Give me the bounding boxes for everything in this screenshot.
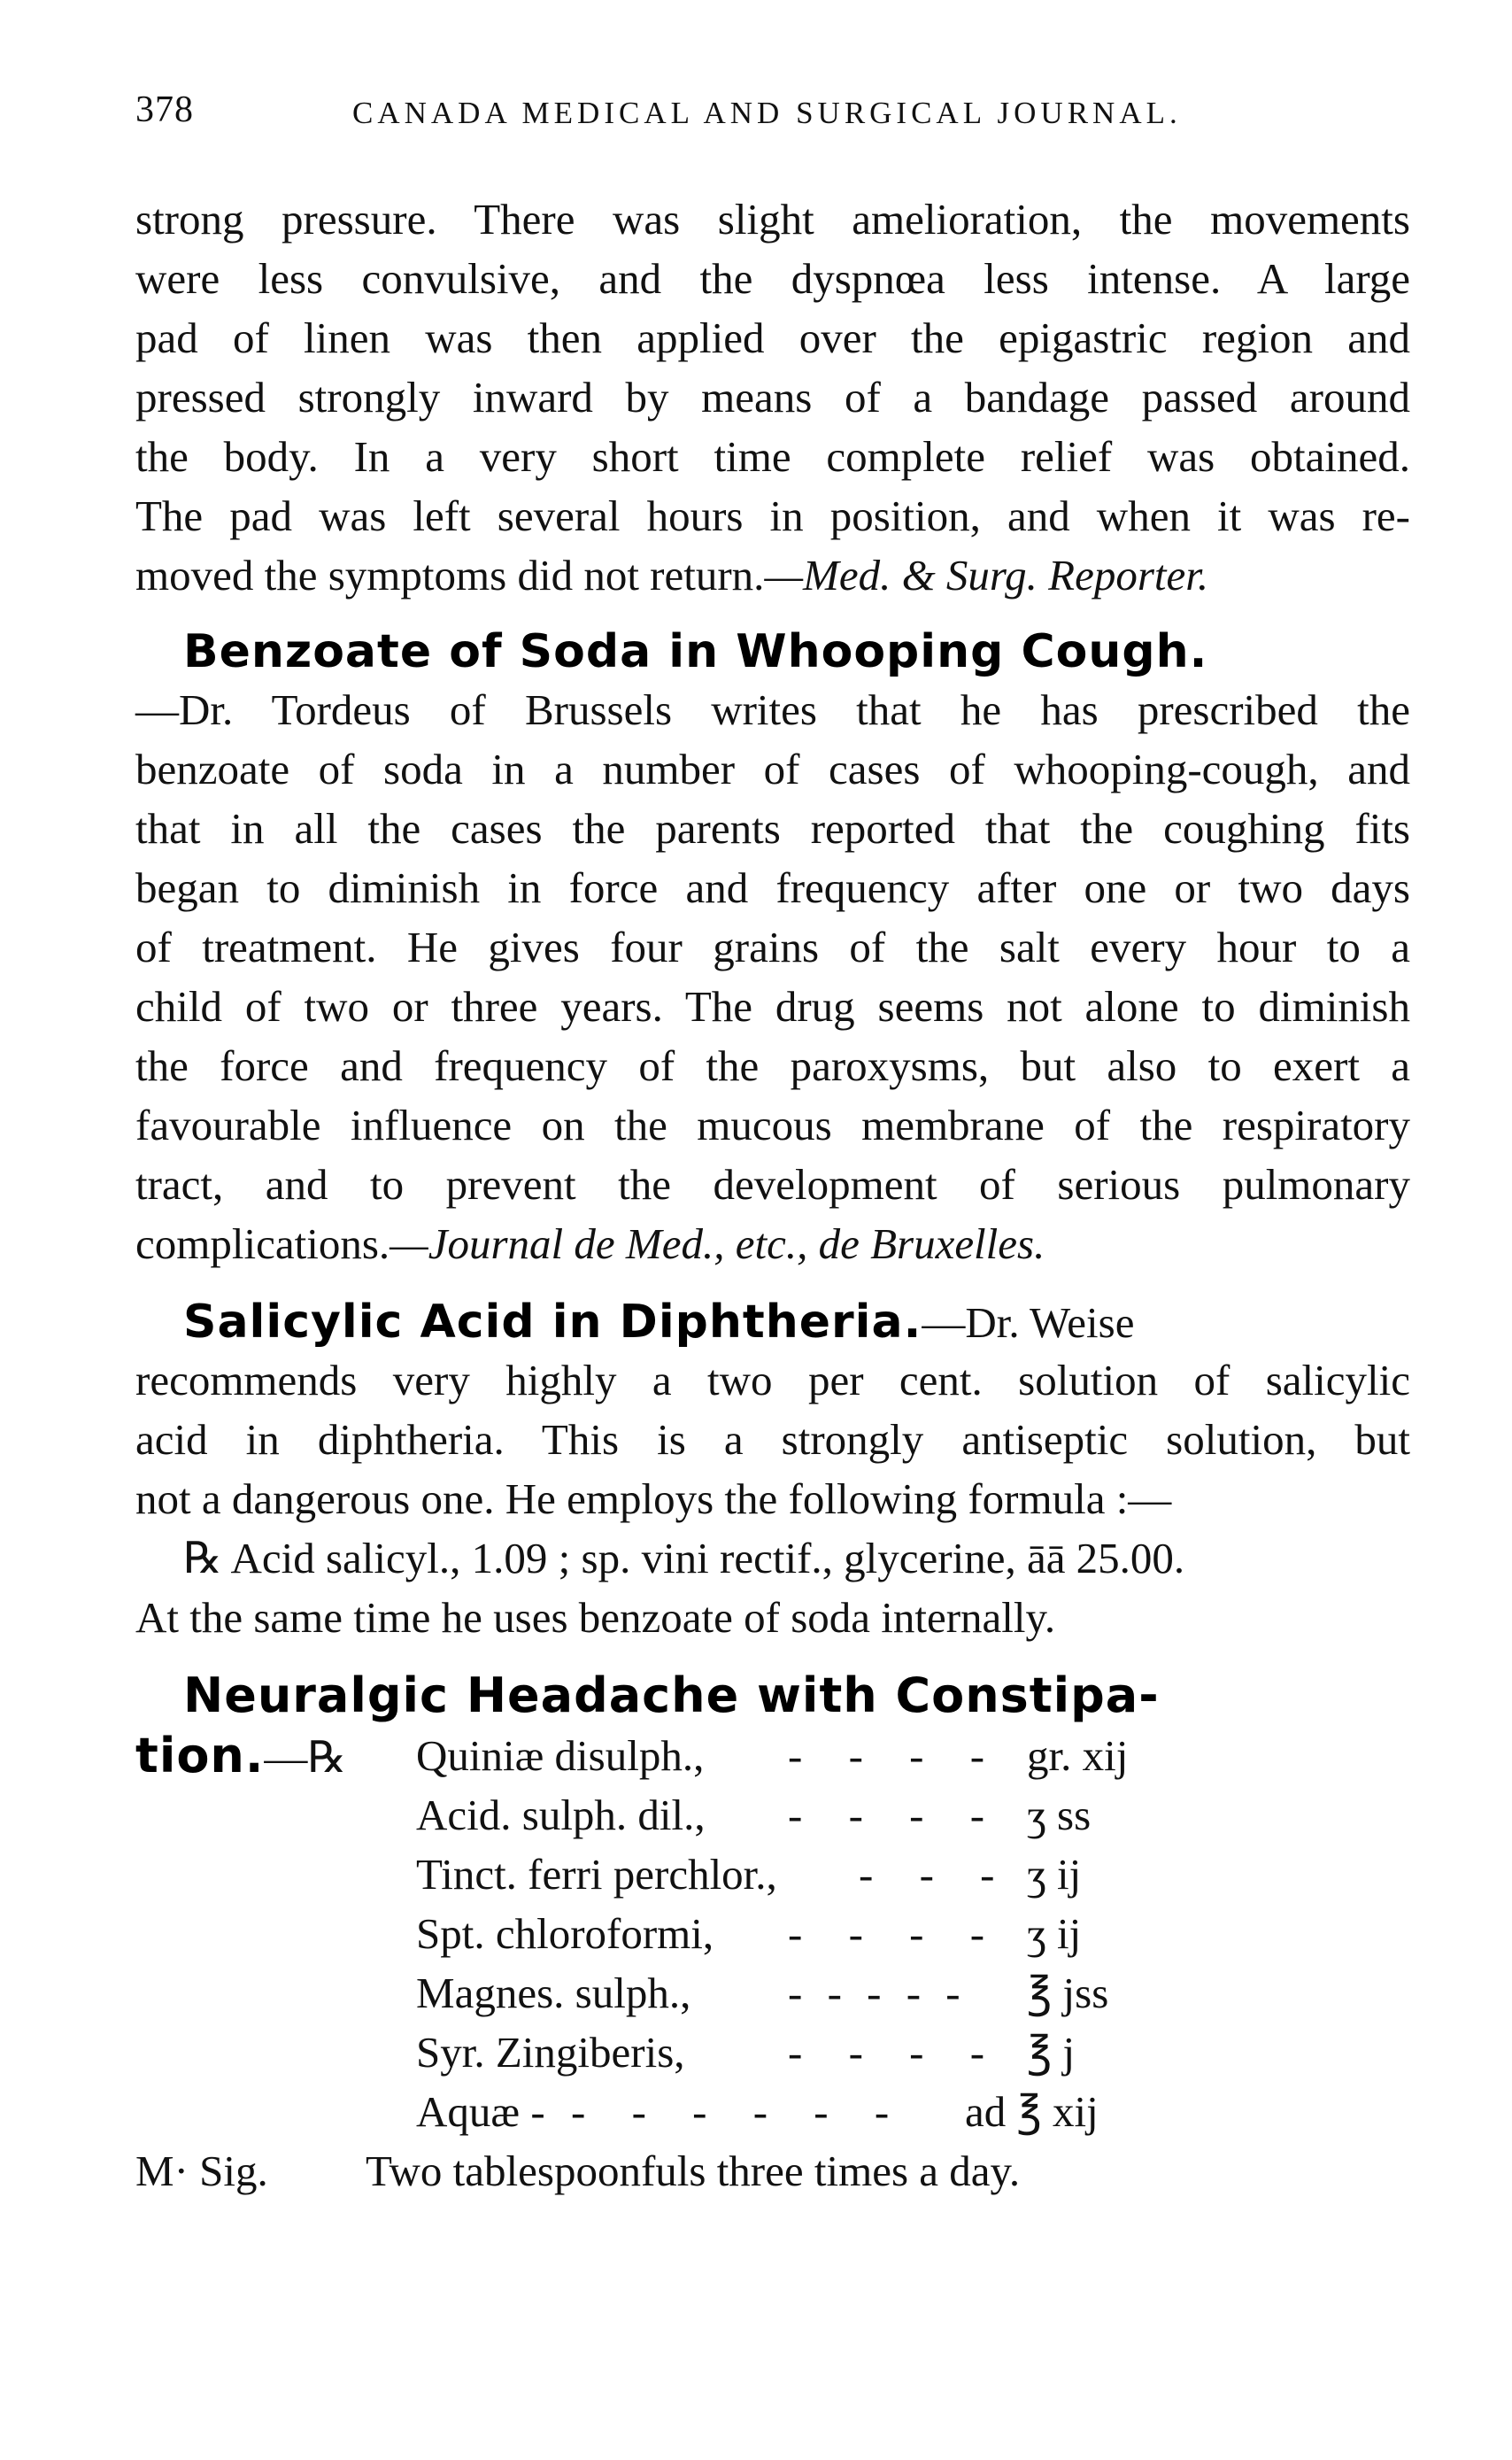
body-line: began to diminish in force and frequency after one or two days [135, 863, 1410, 912]
page-header [135, 89, 1410, 151]
page-number: 378 [135, 89, 194, 130]
body-line: At the same time he uses benzoate of soda internally. [135, 1593, 1056, 1642]
ingredient-name: Acid. sulph. dil., [416, 1791, 706, 1839]
prescription-row [416, 1729, 1195, 1783]
ingredient-quantity: ʒ ij [1027, 1909, 1082, 1958]
ingredient-name: Syr. Zingiberis, [416, 2028, 685, 2077]
prescription-row [416, 1848, 1195, 1901]
body-text: complications. [135, 1219, 390, 1268]
leader-dashes: - - - - [788, 2028, 1003, 2077]
body-line [135, 1218, 1045, 1271]
signa-instructions: Two tablespoonfuls three times a day. [366, 2147, 1021, 2195]
body-line: pad of linen was then applied over the epigastric region and [135, 313, 1410, 362]
leader-dashes: - - - [859, 1850, 1013, 1899]
ingredient-quantity: gr. xij [1027, 1731, 1129, 1780]
article-heading: Benzoate of Soda in Whooping Cough. [183, 625, 1208, 678]
body-line: that in all the cases the parents reported that the coughing fits [135, 804, 1410, 853]
ingredient-quantity: ℥ jss [1027, 1969, 1109, 2017]
body-line: benzoate of soda in a number of cases of whooping-cough, and [135, 745, 1410, 793]
body-line: were less convulsive, and the dyspnœa less intense. A large [135, 254, 1410, 303]
leader-dashes: - - - - - - [571, 2087, 907, 2136]
ingredient-quantity: ʒ ss [1027, 1791, 1092, 1839]
ingredient-name: Spt. chloroformi, [416, 1909, 714, 1958]
prescription-row [416, 2026, 1195, 2079]
ingredient-quantity: ʒ ij [1027, 1850, 1082, 1899]
ingredient-quantity: ℥ j [1027, 2028, 1076, 2077]
body-line [183, 1296, 1134, 1350]
leader-dashes: - - - - [788, 1791, 1003, 1839]
prescription-row [416, 1907, 1195, 1961]
source-citation: —Journal de Med., etc., de Bruxelles. [390, 1219, 1045, 1268]
body-line: the force and frequency of the paroxysms, but also to exert a [135, 1041, 1410, 1090]
signa-line [135, 2145, 268, 2198]
leader-dashes: - - - - [788, 1731, 1003, 1780]
body-line: tract, and to prevent the development of serious pulmonary [135, 1160, 1410, 1209]
leader-dashes: - - - - - [788, 1969, 968, 2017]
body-line: The pad was left several hours in position, and when it was re- [135, 491, 1410, 540]
ingredient-name: Tinct. ferri perchlor., [416, 1850, 777, 1899]
formula-line: ℞ Acid salicyl., 1.09 ; sp. vini rectif., glycerine, āā 25.00. [183, 1534, 1185, 1582]
signa-label: M· Sig. [135, 2147, 268, 2195]
body-line: of treatment. He gives four grains of the salt every hour to a [135, 923, 1410, 971]
ingredient-quantity: ad ℥ xij [965, 2087, 1099, 2136]
body-line: acid in diphtheria. This is a strongly antiseptic solution, but [135, 1415, 1410, 1464]
body-line: recommends very highly a two per cent. solution of salicylic [135, 1356, 1410, 1404]
body-line: the body. In a very short time complete relief was obtained. [135, 432, 1410, 481]
rx-symbol: —℞ [264, 1733, 347, 1782]
prescription-row [416, 1789, 1195, 1842]
body-text: —Dr. Weise [922, 1298, 1135, 1347]
heading-continuation [135, 1729, 346, 1784]
article-heading-end: tion. [135, 1728, 265, 1783]
prescription-row [416, 2085, 1195, 2139]
ingredient-name: Quiniæ disulph., [416, 1731, 705, 1780]
prescription-row [416, 1967, 1195, 2020]
body-line: —Dr. Tordeus of Brussels writes that he has prescribed the [135, 685, 1410, 734]
ingredient-name: Aquæ - [416, 2087, 545, 2136]
body-line: favourable influence on the mucous membrane of the respiratory [135, 1101, 1410, 1149]
ingredient-name: Magnes. sulph., [416, 1969, 691, 2017]
journal-title: CANADA MEDICAL AND SURGICAL JOURNAL. [352, 96, 1182, 130]
body-line [135, 549, 1208, 602]
body-line: strong pressure. There was slight amelioration, the movements [135, 195, 1410, 244]
article-heading: Neuralgic Headache with Constipa- [183, 1667, 1160, 1723]
body-line: pressed strongly inward by means of a bandage passed around [135, 373, 1410, 422]
body-text: moved the symptoms did not return. [135, 551, 765, 600]
body-line: not a dangerous one. He employs the following formula :— [135, 1474, 1172, 1523]
leader-dashes: - - - - [788, 1909, 1003, 1958]
source-citation: —Med. & Surg. Reporter. [764, 551, 1209, 600]
body-line: child of two or three years. The drug seems not alone to diminish [135, 982, 1410, 1031]
article-heading: Salicylic Acid in Diphtheria. [183, 1296, 922, 1349]
